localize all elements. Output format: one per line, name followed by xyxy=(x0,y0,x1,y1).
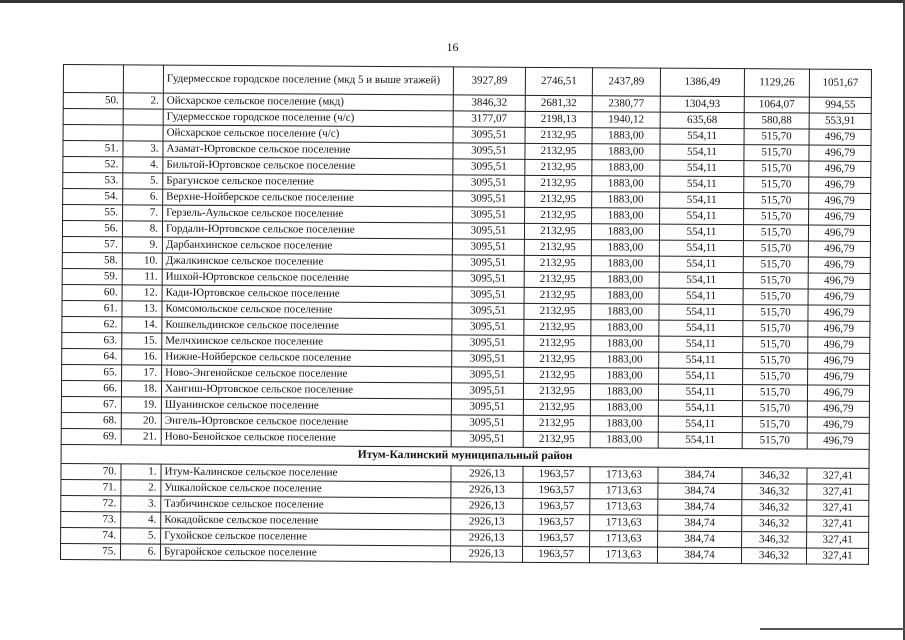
tariff-value-1: 3095,51 xyxy=(452,287,524,303)
tariff-value-6: 496,79 xyxy=(807,417,869,433)
tariff-value-5: 515,70 xyxy=(744,193,809,209)
tariff-value-2: 2746,51 xyxy=(525,67,592,95)
settlement-name: Хангиш-Юртовское сельское поселение xyxy=(161,381,451,399)
tariff-value-3: 1883,00 xyxy=(591,336,659,352)
tariff-value-6: 327,41 xyxy=(807,516,869,532)
tariff-value-6: 327,41 xyxy=(806,548,868,564)
row-number: 61. xyxy=(62,300,122,316)
row-number: 51. xyxy=(63,141,123,157)
tariff-table-container xyxy=(60,64,871,565)
tariff-value-5: 515,70 xyxy=(743,241,808,257)
scan-edge-bottom xyxy=(760,628,905,630)
tariff-value-5: 515,70 xyxy=(742,385,807,401)
tariff-value-3: 1883,00 xyxy=(592,128,660,144)
tariff-value-3: 1883,00 xyxy=(591,288,659,304)
row-subnumber: 21. xyxy=(121,429,161,445)
tariff-value-4: 554,11 xyxy=(659,304,743,321)
tariff-value-6: 327,41 xyxy=(807,500,869,516)
row-subnumber: 7. xyxy=(123,205,163,221)
tariff-value-1: 3095,51 xyxy=(452,367,524,383)
settlement-name: Гордали-Юртовское сельское поселение xyxy=(162,221,452,239)
tariff-value-3: 1883,00 xyxy=(591,352,659,368)
row-number: 50. xyxy=(63,93,123,109)
row-number: 52. xyxy=(63,157,123,173)
row-subnumber: 6. xyxy=(123,189,163,205)
row-number: 57. xyxy=(62,236,122,252)
tariff-value-5: 346,32 xyxy=(742,468,807,484)
tariff-value-4: 554,11 xyxy=(659,352,743,369)
tariff-value-1: 3095,51 xyxy=(452,239,524,255)
tariff-value-5: 515,70 xyxy=(742,433,807,449)
settlement-name: Ново-Бенойское сельское поселение xyxy=(161,429,451,447)
tariff-value-3: 1883,00 xyxy=(590,416,658,432)
tariff-value-6: 496,79 xyxy=(808,273,870,289)
tariff-value-1: 3095,51 xyxy=(453,143,525,159)
row-number: 55. xyxy=(63,205,123,221)
tariff-value-4: 554,11 xyxy=(659,224,743,241)
tariff-value-1: 3927,89 xyxy=(453,67,525,95)
tariff-value-5: 515,70 xyxy=(744,177,809,193)
tariff-value-4: 384,74 xyxy=(657,547,741,564)
settlement-name: Гудермесское городское поселение (ч/с) xyxy=(163,109,453,127)
settlement-name: Кади-Юртовское сельское поселение xyxy=(162,285,452,303)
tariff-value-4: 1304,93 xyxy=(660,96,744,113)
district-title: Итум-Калинский муниципальный район xyxy=(61,444,869,468)
row-number: 67. xyxy=(61,396,121,412)
tariff-value-1: 3095,51 xyxy=(451,431,523,447)
tariff-value-4: 384,74 xyxy=(658,499,742,516)
tariff-value-4: 554,11 xyxy=(659,320,743,337)
row-subnumber: 13. xyxy=(122,301,162,317)
tariff-value-5: 1064,07 xyxy=(744,97,809,113)
tariff-value-6: 496,79 xyxy=(808,337,870,353)
tariff-value-5: 515,70 xyxy=(743,369,808,385)
tariff-value-1: 3095,51 xyxy=(452,335,524,351)
tariff-value-2: 2132,95 xyxy=(524,271,591,287)
tariff-value-4: 554,11 xyxy=(660,176,744,193)
settlement-name: Верхне-Нойберское сельское поселение xyxy=(163,189,453,207)
tariff-value-4: 554,11 xyxy=(659,336,743,353)
row-number: 69. xyxy=(61,428,121,444)
tariff-value-1: 3095,51 xyxy=(452,303,524,319)
settlement-name: Ново-Энгенойское сельское поселение xyxy=(162,365,452,383)
tariff-value-6: 327,41 xyxy=(807,484,869,500)
tariff-value-2: 1963,57 xyxy=(523,530,590,546)
tariff-value-1: 2926,13 xyxy=(451,498,523,514)
tariff-value-6: 496,79 xyxy=(808,257,870,273)
row-subnumber: 14. xyxy=(122,317,162,333)
tariff-value-1: 3095,51 xyxy=(451,415,523,431)
row-subnumber: 3. xyxy=(123,141,163,157)
tariff-value-2: 1963,57 xyxy=(523,498,590,514)
tariff-value-5: 515,70 xyxy=(743,289,808,305)
row-subnumber: 5. xyxy=(123,173,163,189)
settlement-name: Бильтой-Юртовское сельское поселение xyxy=(163,157,453,175)
settlement-name: Джалкинское сельское поселение xyxy=(162,253,452,271)
tariff-value-2: 2132,95 xyxy=(524,351,591,367)
tariff-value-1: 3095,51 xyxy=(453,159,525,175)
tariff-value-3: 1883,00 xyxy=(592,176,660,192)
tariff-value-6: 496,79 xyxy=(808,289,870,305)
tariff-value-4: 554,11 xyxy=(660,160,744,177)
settlement-name: Мелчхинское сельское поселение xyxy=(162,333,452,351)
row-subnumber: 19. xyxy=(121,397,161,413)
row-number: 53. xyxy=(63,173,123,189)
tariff-value-6: 496,79 xyxy=(809,161,871,177)
tariff-value-3: 1883,00 xyxy=(591,240,659,256)
tariff-value-1: 2926,13 xyxy=(451,514,523,530)
tariff-value-4: 1386,49 xyxy=(660,68,744,97)
row-subnumber xyxy=(123,65,163,93)
tariff-value-5: 346,32 xyxy=(741,548,806,564)
settlement-name: Брагунское сельское поселение xyxy=(163,173,453,191)
tariff-value-5: 515,70 xyxy=(744,161,809,177)
tariff-value-2: 1963,57 xyxy=(522,546,589,562)
tariff-value-3: 1713,63 xyxy=(589,547,657,563)
tariff-value-1: 3095,51 xyxy=(453,175,525,191)
tariff-value-3: 1713,63 xyxy=(590,499,658,515)
settlement-name: Кошкельдинское сельское поселение xyxy=(162,317,452,335)
tariff-value-6: 496,79 xyxy=(809,145,871,161)
tariff-value-2: 2132,95 xyxy=(524,223,591,239)
tariff-value-3: 1883,00 xyxy=(592,160,660,176)
row-subnumber xyxy=(123,109,163,125)
tariff-value-6: 496,79 xyxy=(809,193,871,209)
tariff-value-1: 2926,13 xyxy=(451,530,523,546)
row-subnumber: 4. xyxy=(121,512,161,528)
tariff-value-5: 515,70 xyxy=(744,209,809,225)
row-number: 66. xyxy=(61,380,121,396)
tariff-value-6: 496,79 xyxy=(807,433,869,449)
settlement-name: Ойсхарское сельское поселение (мкд) xyxy=(163,93,453,111)
settlement-name: Гухойское сельское поселение xyxy=(161,528,451,546)
row-number: 72. xyxy=(61,495,121,511)
tariff-value-4: 554,11 xyxy=(659,256,743,273)
row-number xyxy=(63,125,123,141)
settlement-name: Гудермесское городское поселение (мкд 5 и выше этажей) xyxy=(163,65,453,95)
tariff-value-3: 1940,12 xyxy=(592,112,660,128)
tariff-value-5: 346,32 xyxy=(742,500,807,516)
row-subnumber: 3. xyxy=(121,496,161,512)
tariff-value-2: 2132,95 xyxy=(525,143,592,159)
tariff-value-4: 384,74 xyxy=(658,515,742,532)
tariff-value-2: 2132,95 xyxy=(524,287,591,303)
row-number: 74. xyxy=(61,527,121,543)
settlement-name: Тазбичинское сельское поселение xyxy=(161,496,451,514)
tariff-value-3: 1883,00 xyxy=(590,400,658,416)
tariff-value-6: 553,91 xyxy=(809,113,871,129)
tariff-value-2: 2132,95 xyxy=(525,127,592,143)
tariff-value-2: 2132,95 xyxy=(524,367,591,383)
row-number: 60. xyxy=(62,284,122,300)
tariff-value-6: 496,79 xyxy=(809,209,871,225)
scan-edge-top xyxy=(0,0,905,3)
tariff-value-3: 1883,00 xyxy=(591,224,659,240)
settlement-name: Ишхой-Юртовское сельское поселение xyxy=(162,269,452,287)
tariff-value-1: 3095,51 xyxy=(452,351,524,367)
row-subnumber: 9. xyxy=(122,237,162,253)
tariff-value-4: 554,11 xyxy=(660,192,744,209)
row-number: 68. xyxy=(61,412,121,428)
settlement-name: Бугаройское сельское поселение xyxy=(160,544,450,562)
row-number: 54. xyxy=(63,189,123,205)
tariff-value-3: 1713,63 xyxy=(590,467,658,483)
row-number: 75. xyxy=(60,543,120,559)
tariff-value-4: 554,11 xyxy=(658,432,742,449)
tariff-value-2: 1963,57 xyxy=(523,514,590,530)
tariff-value-5: 515,70 xyxy=(742,401,807,417)
row-subnumber: 12. xyxy=(122,285,162,301)
tariff-value-1: 3095,51 xyxy=(452,255,524,271)
row-number: 64. xyxy=(62,348,122,364)
tariff-value-6: 496,79 xyxy=(807,401,869,417)
tariff-value-5: 515,70 xyxy=(743,337,808,353)
tariff-value-4: 384,74 xyxy=(658,467,742,484)
row-number: 62. xyxy=(62,316,122,332)
tariff-value-5: 580,88 xyxy=(744,113,809,129)
settlement-name: Кокадойское сельское поселение xyxy=(161,512,451,530)
tariff-value-6: 496,79 xyxy=(807,385,869,401)
tariff-value-2: 2132,95 xyxy=(523,383,590,399)
settlement-name: Энгель-Юртовское сельское поселение xyxy=(161,413,451,431)
tariff-value-3: 2380,77 xyxy=(592,96,660,112)
tariff-value-1: 3095,51 xyxy=(453,207,525,223)
tariff-value-6: 1051,67 xyxy=(809,69,871,97)
tariff-value-5: 515,70 xyxy=(743,225,808,241)
tariff-value-1: 2926,13 xyxy=(451,482,523,498)
settlement-name: Герзель-Аульское сельское поселение xyxy=(163,205,453,223)
tariff-value-3: 1883,00 xyxy=(592,208,660,224)
tariff-value-6: 496,79 xyxy=(808,225,870,241)
tariff-value-2: 1963,57 xyxy=(523,482,590,498)
tariff-value-3: 1883,00 xyxy=(591,272,659,288)
tariff-value-3: 1883,00 xyxy=(590,432,658,448)
tariff-value-5: 346,32 xyxy=(742,484,807,500)
tariff-value-4: 384,74 xyxy=(658,483,742,500)
tariff-value-6: 496,79 xyxy=(808,305,870,321)
tariff-value-1: 3095,51 xyxy=(452,271,524,287)
tariff-value-3: 1713,63 xyxy=(590,531,658,547)
tariff-value-1: 2926,13 xyxy=(451,466,523,482)
row-number: 65. xyxy=(62,364,122,380)
tariff-value-2: 2132,95 xyxy=(525,191,592,207)
tariff-value-3: 1883,00 xyxy=(591,320,659,336)
settlement-rows-lower xyxy=(60,463,869,564)
tariff-value-6: 496,79 xyxy=(809,177,871,193)
row-subnumber xyxy=(123,125,163,141)
tariff-value-6: 496,79 xyxy=(809,129,871,145)
tariff-value-2: 2132,95 xyxy=(524,303,591,319)
tariff-value-5: 515,70 xyxy=(743,273,808,289)
tariff-value-4: 554,11 xyxy=(658,416,742,433)
row-number: 70. xyxy=(61,463,121,479)
tariff-value-4: 554,11 xyxy=(658,384,742,401)
tariff-value-4: 554,11 xyxy=(659,288,743,305)
row-number xyxy=(63,109,123,125)
row-number: 59. xyxy=(62,268,122,284)
tariff-value-3: 1883,00 xyxy=(590,384,658,400)
tariff-value-6: 496,79 xyxy=(808,321,870,337)
settlement-rows-upper xyxy=(61,65,871,450)
tariff-value-1: 3095,51 xyxy=(451,399,523,415)
tariff-value-1: 3095,51 xyxy=(451,383,523,399)
row-subnumber: 5. xyxy=(121,528,161,544)
tariff-value-5: 515,70 xyxy=(743,321,808,337)
tariff-value-3: 1883,00 xyxy=(592,192,660,208)
tariff-value-3: 1883,00 xyxy=(591,256,659,272)
row-subnumber: 2. xyxy=(121,480,161,496)
tariff-value-3: 1883,00 xyxy=(592,144,660,160)
tariff-value-5: 515,70 xyxy=(743,257,808,273)
tariff-value-5: 515,70 xyxy=(744,145,809,161)
row-subnumber: 8. xyxy=(122,221,162,237)
tariff-value-3: 1883,00 xyxy=(591,304,659,320)
settlement-name: Азамат-Юртовское сельское поселение xyxy=(163,141,453,159)
tariff-value-2: 2132,95 xyxy=(525,207,592,223)
tariff-value-2: 2681,32 xyxy=(525,95,592,111)
tariff-value-6: 496,79 xyxy=(808,369,870,385)
tariff-value-1: 3095,51 xyxy=(453,191,525,207)
tariff-value-6: 327,41 xyxy=(807,468,869,484)
row-subnumber: 18. xyxy=(121,381,161,397)
tariff-value-4: 554,11 xyxy=(660,144,744,161)
tariff-value-4: 554,11 xyxy=(658,400,742,417)
tariff-value-5: 346,32 xyxy=(742,532,807,548)
tariff-value-4: 554,11 xyxy=(659,240,743,257)
tariff-value-2: 2132,95 xyxy=(523,399,590,415)
row-subnumber: 10. xyxy=(122,253,162,269)
tariff-value-4: 635,68 xyxy=(660,112,744,129)
row-number: 56. xyxy=(62,221,122,237)
tariff-value-2: 2132,95 xyxy=(525,175,592,191)
tariff-value-4: 384,74 xyxy=(658,531,742,548)
settlement-name: Итум-Калинское сельское поселение xyxy=(161,464,451,482)
tariff-value-6: 496,79 xyxy=(808,353,870,369)
tariff-value-4: 554,11 xyxy=(660,128,744,145)
row-subnumber: 17. xyxy=(122,365,162,381)
row-subnumber: 4. xyxy=(123,157,163,173)
tariff-value-4: 554,11 xyxy=(660,208,744,225)
row-subnumber: 1. xyxy=(121,464,161,480)
tariff-value-6: 994,55 xyxy=(809,97,871,113)
tariff-value-5: 515,70 xyxy=(743,305,808,321)
row-number xyxy=(63,65,123,93)
tariff-value-5: 1129,26 xyxy=(744,69,809,97)
tariff-value-1: 3095,51 xyxy=(453,127,525,143)
tariff-value-1: 3177,07 xyxy=(453,111,525,127)
tariff-value-2: 2132,95 xyxy=(524,319,591,335)
settlement-name: Ушкалойское сельское поселение xyxy=(161,480,451,498)
row-subnumber: 16. xyxy=(122,349,162,365)
tariff-value-5: 515,70 xyxy=(743,353,808,369)
row-subnumber: 20. xyxy=(121,413,161,429)
tariff-value-5: 515,70 xyxy=(742,417,807,433)
page-number: 16 xyxy=(446,40,459,54)
tariff-value-1: 3095,51 xyxy=(452,223,524,239)
row-subnumber: 2. xyxy=(123,93,163,109)
tariff-value-2: 2132,95 xyxy=(525,159,592,175)
tariff-value-6: 496,79 xyxy=(808,241,870,257)
settlement-name: Шуанинское сельское поселение xyxy=(161,397,451,415)
tariff-value-5: 515,70 xyxy=(744,129,809,145)
row-number: 71. xyxy=(61,479,121,495)
tariff-value-2: 2132,95 xyxy=(523,415,590,431)
tariff-value-5: 346,32 xyxy=(742,516,807,532)
tariff-value-1: 3095,51 xyxy=(452,319,524,335)
tariff-value-2: 2132,95 xyxy=(524,255,591,271)
tariff-value-4: 554,11 xyxy=(659,272,743,289)
tariff-value-4: 554,11 xyxy=(659,368,743,385)
tariff-value-2: 1963,57 xyxy=(523,466,590,482)
tariff-value-3: 1883,00 xyxy=(591,368,659,384)
row-number: 63. xyxy=(62,332,122,348)
tariff-value-3: 2437,89 xyxy=(592,68,660,96)
settlement-name: Комсомольское сельское поселение xyxy=(162,301,452,319)
tariff-value-2: 2132,95 xyxy=(523,431,590,447)
tariff-table xyxy=(60,64,872,565)
settlement-name: Дарбанхинское сельское поселение xyxy=(162,237,452,255)
row-subnumber: 11. xyxy=(122,269,162,285)
row-subnumber: 6. xyxy=(120,544,160,560)
tariff-value-3: 1713,63 xyxy=(590,483,658,499)
tariff-value-3: 1713,63 xyxy=(590,515,658,531)
tariff-value-2: 2132,95 xyxy=(524,239,591,255)
tariff-value-1: 3846,32 xyxy=(453,95,525,111)
row-subnumber: 15. xyxy=(122,333,162,349)
tariff-value-2: 2198,13 xyxy=(525,111,592,127)
row-number: 73. xyxy=(61,511,121,527)
tariff-value-1: 2926,13 xyxy=(450,546,522,562)
tariff-value-2: 2132,95 xyxy=(524,335,591,351)
tariff-value-6: 327,41 xyxy=(807,532,869,548)
row-number: 58. xyxy=(62,252,122,268)
settlement-name: Ойсхарское сельское поселение (ч/с) xyxy=(163,125,453,143)
settlement-name: Нижне-Нойберское сельское поселение xyxy=(162,349,452,367)
